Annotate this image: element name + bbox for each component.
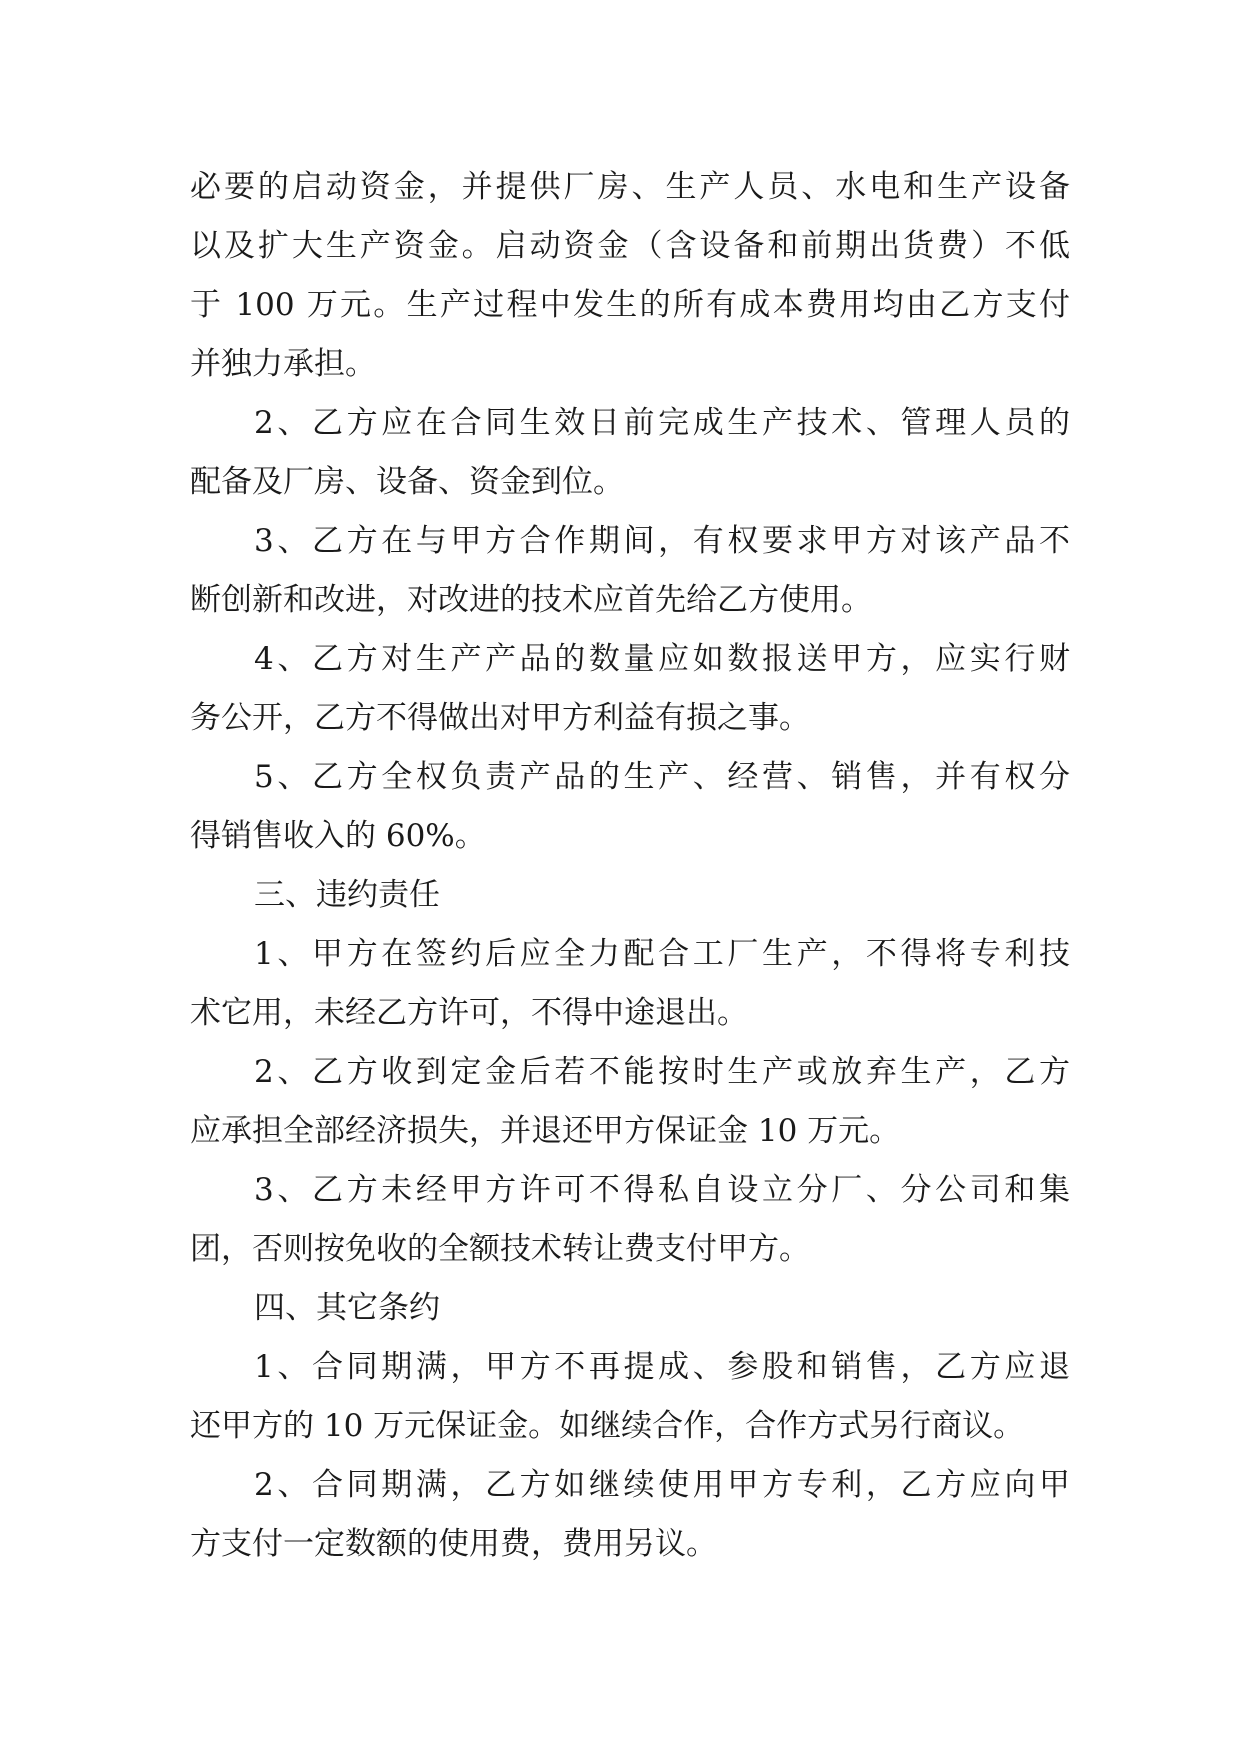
text-line: 必要的启动资金，并提供厂房、生产人员、水电和生产设备 [190,169,1070,205]
text-line: 务公开，乙方不得做出对甲方利益有损之事。 [190,700,810,736]
text-line: 2、合同期满，乙方如继续使用甲方专利，乙方应向甲 [254,1467,1070,1503]
text-line: 3、乙方在与甲方合作期间，有权要求甲方对该产品不 [254,523,1070,559]
text-line: 2、乙方收到定金后若不能按时生产或放弃生产，乙方 [254,1054,1070,1090]
text-line: 团，否则按免收的全额技术转让费支付甲方。 [190,1231,810,1267]
text-line: 应承担全部经济损失，并退还甲方保证金 10 万元。 [190,1113,901,1149]
text-line: 1、甲方在签约后应全力配合工厂生产，不得将专利技 [254,936,1070,972]
text-line: 并独力承担。 [190,346,376,382]
text-line: 得销售收入的 60%。 [190,818,486,854]
text-line: 2、乙方应在合同生效日前完成生产技术、管理人员的 [254,405,1070,441]
text-line: 1、合同期满，甲方不再提成、参股和销售，乙方应退 [254,1349,1070,1385]
text-line: 术它用，未经乙方许可，不得中途退出。 [190,995,748,1031]
text-line: 还甲方的 10 万元保证金。如继续合作，合作方式另行商议。 [190,1408,1025,1444]
text-line: 以及扩大生产资金。启动资金（含设备和前期出货费）不低 [190,228,1070,264]
text-line: 4、乙方对生产产品的数量应如数报送甲方，应实行财 [254,641,1070,677]
text-line: 配备及厂房、设备、资金到位。 [190,464,624,500]
text-line: 断创新和改进，对改进的技术应首先给乙方使用。 [190,582,872,618]
text-line: 方支付一定数额的使用费，费用另议。 [190,1526,717,1562]
text-line: 于 100 万元。生产过程中发生的所有成本费用均由乙方支付 [190,287,1070,323]
text-line: 5、乙方全权负责产品的生产、经营、销售，并有权分 [254,759,1070,795]
section-heading: 三、违约责任 [254,877,440,913]
text-line: 3、乙方未经甲方许可不得私自设立分厂、分公司和集 [254,1172,1070,1208]
contract-text [190,158,1070,1574]
section-heading: 四、其它条约 [254,1290,440,1326]
